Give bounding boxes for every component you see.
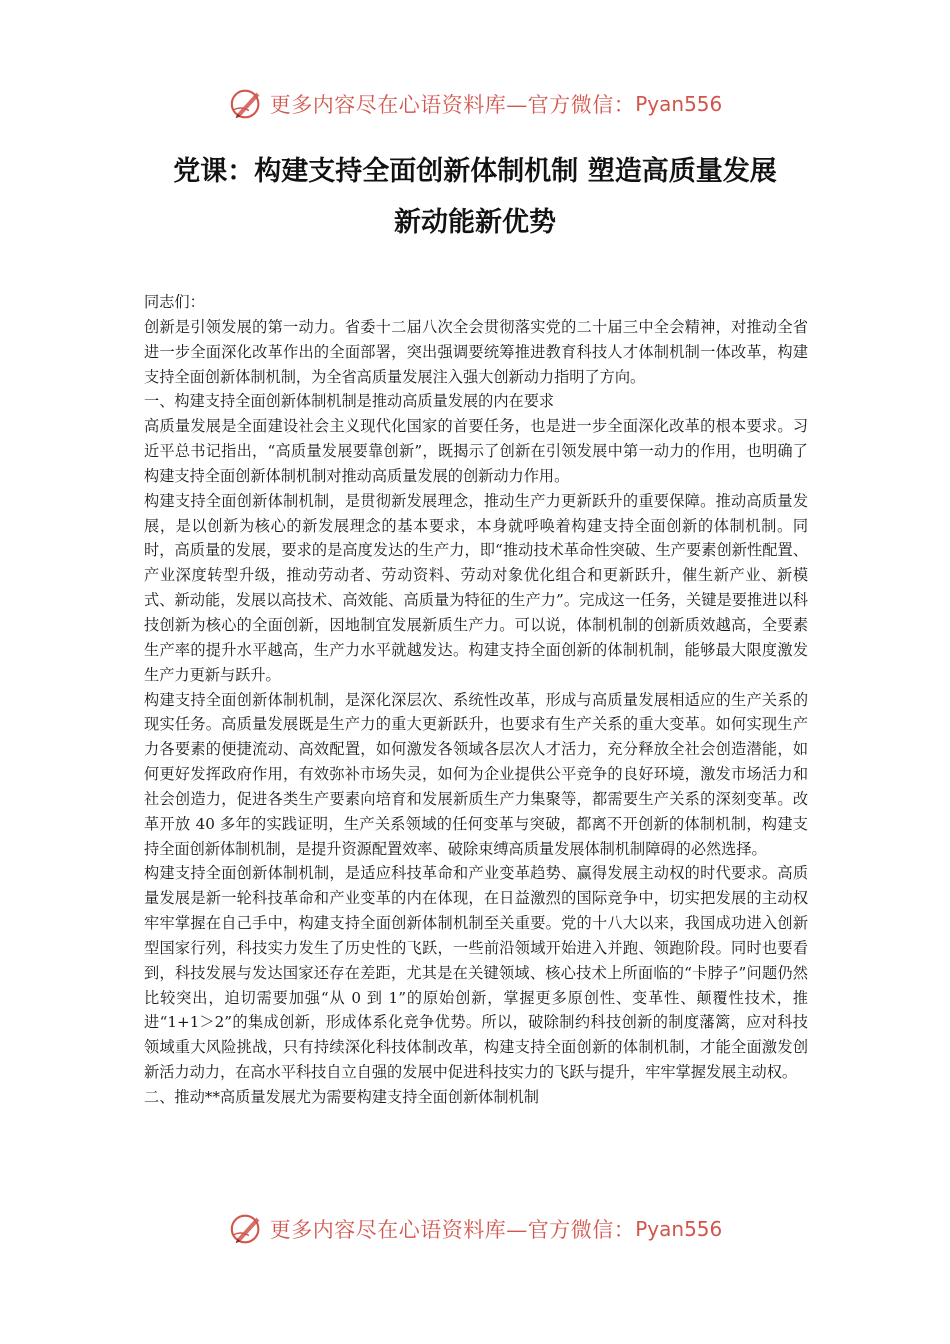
paragraph: 构建支持全面创新体制机制，是适应科技革命和产业变革趋势、赢得发展主动权的时代要求。高质量发展是新一轮科技革命和产业变革的内在体现，在日益激烈的国际竞争中，切实把发展的主动权牢牢掌握在自己手中，构建支持全面创新体制机制至关重要。党的十八大以来，我国成功进入创新型国家行列，科技实力发生了历史性的飞跃，一些前沿领域开始进入并跑、领跑阶段。同时也要看到，科技发展与发达国家还存在差距，尤其是在关键领域、核心技术上所面临的“卡脖子”问题仍然比较突出，迫切需要加强“从 0 到 1”的原始创新，掌握更多原创性、变革性、颠覆性技术，推进“1+1＞2”的集成创新，形成体系化竞争优势。所以，破除制约科技创新的制度藩篱，应对科技领域重大风险挑战，只有持续深化科技体制改革，构建支持全面创新的体制机制，才能全面激发创新活力动力，在高水平科技自立自强的发展中促进科技实力的飞跃与提升，牢牢掌握发展主动权。 — [144, 864, 808, 1082]
pen-logo-icon — [228, 85, 266, 123]
banner-text: 更多内容尽在心语资料库—官方微信： — [269, 93, 636, 117]
section-heading-1: 一、构建支持全面创新体制机制是推动高质量发展的内在要求 — [144, 392, 555, 411]
paragraph: 构建支持全面创新体制机制，是深化深层次、系统性改革，形成与高质量发展相适应的生产关系的现实任务。高质量发展既是生产力的重大更新跃升，也要求有生产关系的重大变革。如何实现生产力各要素的便捷流动、高效配置，如何激发各领域各层次人才活力，充分释放全社会创造潜能，如何更好发挥政府作用，有效弥补市场失灵，如何为企业提供公平竞争的良好环境，激发市场活力和社会创造力，促进各类生产要素向培育和发展新质生产力集聚等，都需要生产关系的深刻变革。改革开放 40 多年的实践证明，生产关系领域的任何变革与突破，都离不开创新的体制机制，构建支持全面创新体制机制，是提升资源配置效率、破除束缚高质量发展体制机制障碍的必然选择。 — [144, 690, 808, 858]
paragraph-intro: 创新是引领发展的第一动力。省委十二届八次全会贯彻落实党的二十届三中全会精神，对推动全省进一步全面深化改革作出的全面部署，突出强调要统筹推进教育科技人才体制机制一体改革，构建支持全面创新体制机制，为全省高质量发展注入强大创新动力指明了方向。 — [144, 317, 808, 386]
banner-wechat-id: Pyan556 — [635, 1217, 723, 1241]
document-body — [144, 290, 808, 1110]
page-title — [60, 146, 890, 248]
footer-banner — [0, 1209, 950, 1249]
greeting: 同志们： — [144, 293, 205, 311]
pen-logo-icon — [228, 1210, 266, 1248]
header-banner — [0, 84, 950, 124]
section-heading-2: 二、推动**高质量发展尤为需要构建支持全面创新体制机制 — [144, 1088, 539, 1106]
title-line-1: 党课：构建支持全面创新体制机制 塑造高质量发展 — [173, 156, 777, 187]
paragraph: 高质量发展是全面建设社会主义现代化国家的首要任务，也是进一步全面深化改革的根本要求。习近平总书记指出，“高质量发展要靠创新”，既揭示了创新在引领发展中第一动力的作用，也明确了构建支持全面创新体制机制对推动高质量发展的创新动力作用。 — [144, 417, 808, 485]
banner-wechat-id: Pyan556 — [635, 92, 723, 116]
title-line-2: 新动能新优势 — [394, 207, 556, 238]
paragraph: 构建支持全面创新体制机制，是贯彻新发展理念，推动生产力更新跃升的重要保障。推动高质量发展，是以创新为核心的新发展理念的基本要求，本身就呼唤着构建支持全面创新的体制机制。同时，高质量的发展，要求的是高度发达的生产力，即“推动技术革命性突破、生产要素创新性配置、产业深度转型升级，推动劳动者、劳动资料、劳动对象优化组合和更新跃升，催生新产业、新模式、新动能，发展以高技术、高效能、高质量为特征的生产力”。完成这一任务，关键是要推进以科技创新为核心的全面创新，因地制宜发展新质生产力。可以说，体制机制的创新质效越高，全要素生产率的提升水平越高，生产力水平就越发达。构建支持全面创新的体制机制，能够最大限度激发生产力更新与跃升。 — [144, 491, 808, 684]
banner-text: 更多内容尽在心语资料库—官方微信： — [269, 1218, 636, 1242]
